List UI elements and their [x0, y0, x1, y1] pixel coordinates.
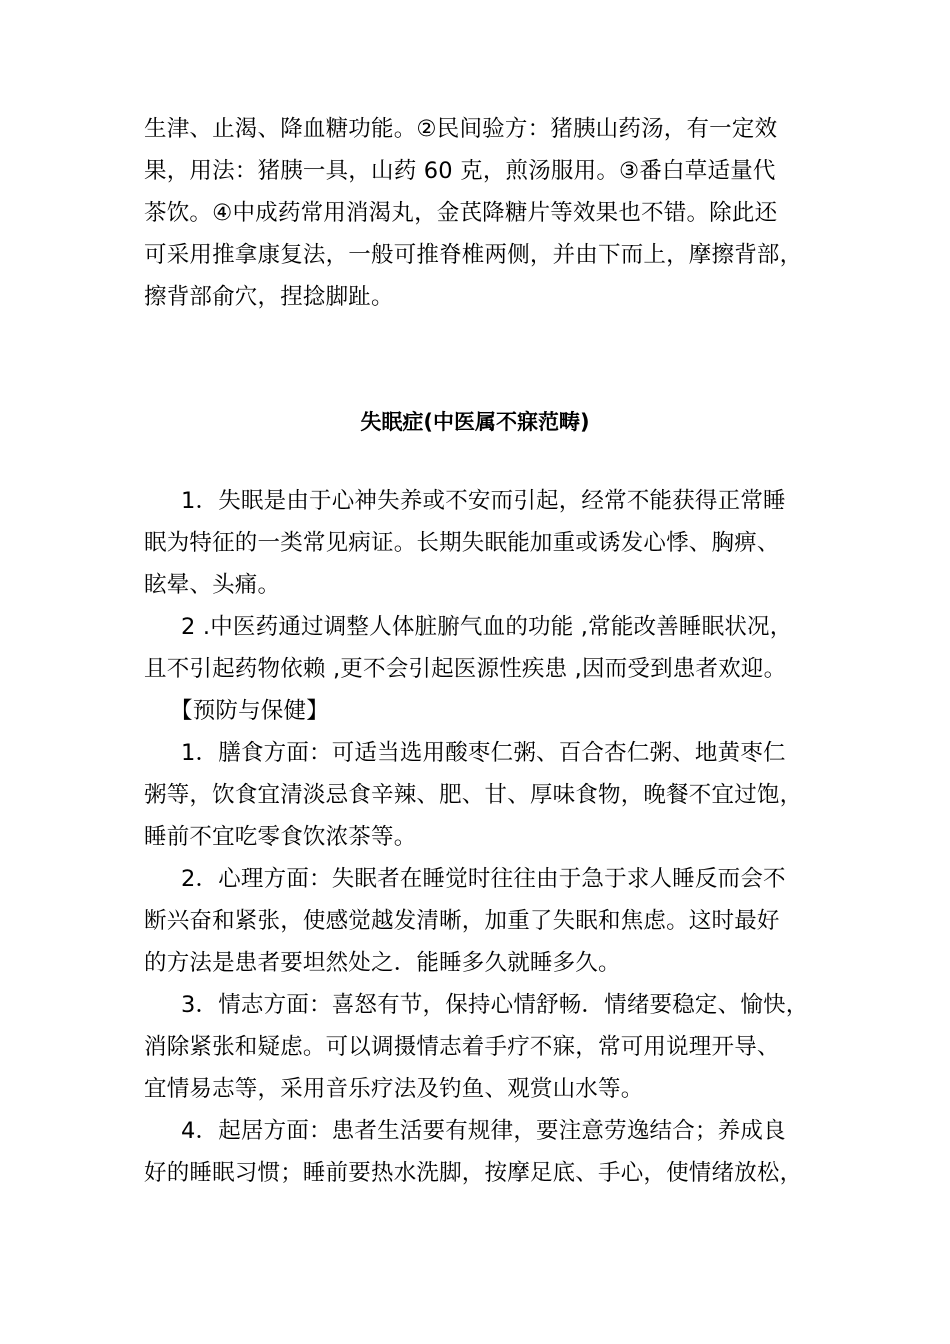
- text-line: 且不引起药物依赖 ,更不会引起医源性疾患 ,因而受到患者欢迎。: [144, 656, 787, 682]
- text-line: 断兴奋和紧张，使感觉越发清晰，加重了失眠和焦虑。这时最好: [144, 908, 780, 934]
- section-title: 失眠症(中医属不寐范畴): [360, 410, 590, 434]
- text-line: 2．心理方面：失眠者在睡觉时往往由于急于求人睡反而会不: [181, 866, 786, 892]
- text-line: 生津、止渴、降血糖功能。②民间验方：猪胰山药汤，有一定效: [144, 116, 778, 142]
- text-line: 好的睡眠习惯；睡前要热水洗脚，按摩足底、手心，使情绪放松，: [144, 1160, 803, 1186]
- text-line: 2 .中医药通过调整人体脏腑气血的功能 ,常能改善睡眠状况，: [181, 614, 793, 640]
- subheading: [144, 690, 814, 732]
- section-body: [144, 480, 814, 1194]
- text-line: 宜情易志等，采用音乐疗法及钓鱼、观赏山水等。: [144, 1076, 644, 1102]
- text-line: 的方法是患者要坦然处之．能睡多久就睡多久。: [144, 950, 621, 976]
- intro-paragraph: [144, 108, 814, 318]
- text-line: 茶饮。④中成药常用消渴丸，金芪降糖片等效果也不错。除此还: [144, 200, 778, 226]
- text-line: 4．起居方面：患者生活要有规律，要注意劳逸结合；养成良: [181, 1118, 786, 1144]
- text-line: 粥等，饮食宜清淡忌食辛辣、肥、甘、厚味食物，晚餐不宜过饱，: [144, 782, 803, 808]
- text-line: 果，用法：猪胰一具，山药 60 克，煎汤服用。③番白草适量代: [144, 158, 776, 184]
- paragraph: [144, 732, 814, 858]
- text-line: 擦背部俞穴，捏捻脚趾。: [144, 284, 394, 310]
- text-line: 眩晕、头痛。: [144, 572, 281, 598]
- text-line: 可采用推拿康复法，一般可推脊椎两侧，并由下而上，摩擦背部，: [144, 242, 803, 268]
- text-line: 睡前不宜吃零食饮浓茶等。: [144, 824, 417, 850]
- paragraph: [144, 984, 814, 1110]
- text-line: 1．膳食方面：可适当选用酸枣仁粥、百合杏仁粥、地黄枣仁: [181, 740, 786, 766]
- paragraph: [144, 1110, 814, 1194]
- paragraph: [144, 858, 814, 984]
- text-line: 1．失眠是由于心神失养或不安而引起，经常不能获得正常睡: [181, 488, 786, 514]
- paragraph: [144, 480, 814, 606]
- text-line: 消除紧张和疑虑。可以调摄情志着手疗不寐，常可用说理开导、: [144, 1034, 780, 1060]
- text-line: 眠为特征的一类常见病证。长期失眠能加重或诱发心悸、胸痹、: [144, 530, 780, 556]
- paragraph: [144, 606, 814, 690]
- text-line: 3．情志方面：喜怒有节，保持心情舒畅．情绪要稳定、愉快，: [181, 992, 809, 1018]
- text-line: 【预防与保健】: [170, 698, 329, 724]
